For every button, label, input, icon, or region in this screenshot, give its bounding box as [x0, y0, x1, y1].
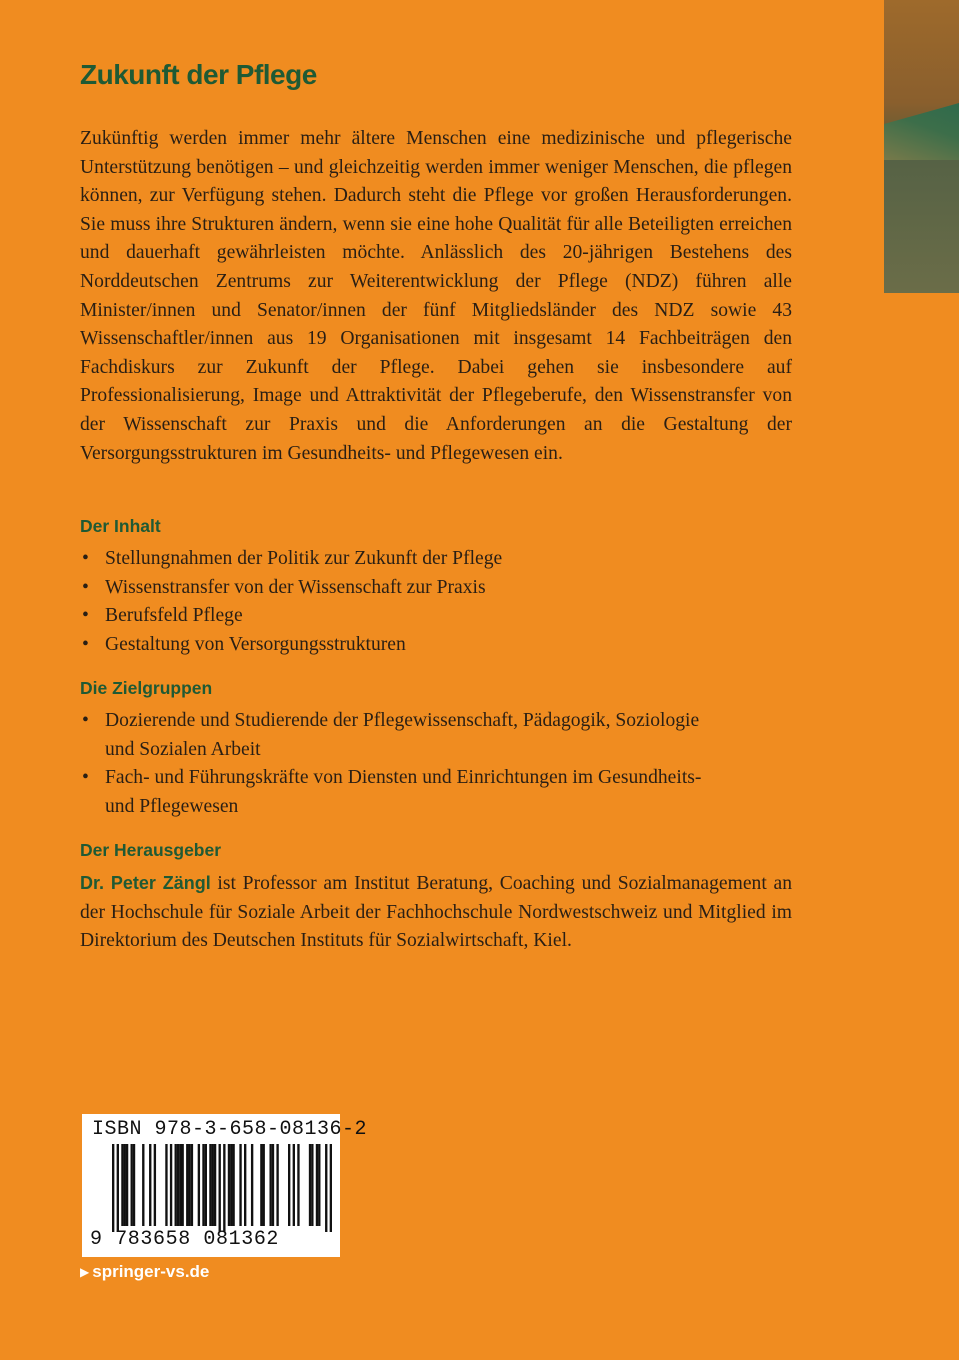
- barcode-bar: [228, 1144, 230, 1226]
- barcode-bar: [316, 1144, 318, 1226]
- cover-edge-band: [884, 103, 959, 163]
- barcode-bar: [288, 1144, 290, 1226]
- barcode-bar: [309, 1144, 311, 1226]
- barcode-bar: [232, 1144, 234, 1226]
- barcode-bar: [325, 1144, 327, 1232]
- barcode-bar: [297, 1144, 299, 1226]
- audience-list: [80, 707, 720, 821]
- blurb-text: Zukünftig werden immer mehr ältere Menschen eine medizinische und pflegerische Unterstützung benötigen – und gleichzeitig werden immer weniger Menschen, die pflegen können, zur Verfügung stehen. Dadurch steht die Pflege vor großen Herausforderungen. Sie muss ihre Strukturen ändern, wenn sie eine hohe Qualität für alle Beteiligten erreichen und dauerhaft gewährleisten möchte. Anlässlich des 20-jährigen Bestehens des Norddeutschen Zentrums zur Weiterentwicklung der Pflege (NDZ) führen alle Minister/innen und Senator/innen der fünf Mitgliedsländer des NDZ sowie 43 Wissenschaftler/innen aus 19 Organisationen mit insgesamt 14 Fachbeiträgen den Fachdiskurs zur Zukunft der Pflege. Dabei gehen sie insbesondere auf Professionalisierung, Image und Attraktivität der Pflegeberufe, den Wissenstransfer von der Wissenschaft zur Praxis und die Anforderungen an die Gestaltung der Versorgungsstrukturen im Gesundheits- und Pflegewesen ein.: [80, 128, 792, 464]
- play-arrow-icon: ▶: [80, 1265, 90, 1279]
- barcode-bar: [269, 1144, 271, 1226]
- content-list: [80, 545, 792, 659]
- publisher-url: springer-vs.de: [92, 1262, 210, 1281]
- barcode-bar: [230, 1144, 232, 1226]
- barcode-bar: [263, 1144, 265, 1226]
- barcode-bar: [198, 1144, 200, 1226]
- list-item: • Fach- und Führungskräfte von Diensten und Einrichtungen im Gesundheits- und Pflegewesen: [80, 764, 720, 821]
- barcode-bar: [212, 1144, 214, 1226]
- barcode-digits: 9 783658 081362: [90, 1228, 280, 1251]
- content-heading: Der Inhalt: [80, 516, 161, 536]
- barcode-bar: [175, 1144, 177, 1226]
- list-item: • Berufsfeld Pflege: [80, 602, 792, 631]
- barcode-bar: [117, 1144, 119, 1232]
- barcode-bar: [133, 1144, 135, 1226]
- list-item: • Gestaltung von Versorgungsstrukturen: [80, 631, 792, 660]
- barcode-bar: [112, 1144, 114, 1232]
- barcode-bar: [177, 1144, 179, 1226]
- barcode-bar: [251, 1144, 253, 1226]
- barcode-bar: [154, 1144, 156, 1226]
- barcode-bar: [121, 1144, 123, 1226]
- editor-name: Dr. Peter Zängl: [80, 873, 211, 893]
- barcode-bar: [188, 1144, 190, 1226]
- barcode-bar: [149, 1144, 151, 1226]
- barcode-bar: [170, 1144, 172, 1226]
- isbn-barcode-box: [82, 1114, 368, 1257]
- cover-edge-strip: [884, 0, 959, 293]
- barcode-bar: [293, 1144, 295, 1226]
- barcode-bar: [191, 1144, 193, 1226]
- barcode-bar: [209, 1144, 211, 1226]
- barcode-bar: [214, 1144, 216, 1226]
- list-item: • Dozierende und Studierende der Pflegewissenschaft, Pädagogik, Soziologie und Sozialen Arbeit: [80, 707, 720, 764]
- barcode-bar: [142, 1144, 144, 1226]
- audience-heading: Die Zielgruppen: [80, 678, 213, 698]
- barcode-bar: [181, 1144, 183, 1226]
- publisher-link[interactable]: [80, 1262, 209, 1282]
- barcode-bar: [126, 1144, 128, 1226]
- barcode-bar: [219, 1144, 221, 1232]
- editor-bio: [80, 869, 792, 956]
- barcode-bar: [186, 1144, 188, 1226]
- barcode-bar: [205, 1144, 207, 1226]
- barcode-bar: [330, 1144, 332, 1232]
- barcode-bar: [179, 1144, 181, 1226]
- barcode-bar: [276, 1144, 278, 1226]
- barcode-bar: [239, 1144, 241, 1226]
- isbn-label: ISBN 978-3-658-08136-2: [92, 1118, 368, 1141]
- editor-bio-text: ist Professor am Institut Beratung, Coaching und Sozialmanagement an der Hochschule für Soziale Arbeit der Fachhochschule Nordwestschweiz und Mitglied im Direktorium des Deutschen Instituts für Sozialwirtschaft, Kiel.: [80, 873, 792, 952]
- barcode-bar: [311, 1144, 313, 1226]
- barcode-bar: [124, 1144, 126, 1226]
- barcode-bar: [202, 1144, 204, 1226]
- barcode-bar: [260, 1144, 262, 1226]
- barcode-bar: [318, 1144, 320, 1226]
- editor-heading: Der Herausgeber: [80, 840, 222, 860]
- book-title: Zukunft der Pflege: [80, 58, 317, 90]
- barcode-bar: [165, 1144, 167, 1226]
- cover-edge-band-lower: [884, 160, 959, 293]
- barcode-bar: [223, 1144, 225, 1232]
- barcode-bar: [244, 1144, 246, 1226]
- list-item: • Stellungnahmen der Politik zur Zukunft der Pflege: [80, 545, 792, 574]
- barcode-graphic: [112, 1144, 332, 1232]
- barcode-bar: [131, 1144, 133, 1226]
- barcode-bar: [272, 1144, 274, 1226]
- list-item: • Wissenstransfer von der Wissenschaft zur Praxis: [80, 574, 792, 603]
